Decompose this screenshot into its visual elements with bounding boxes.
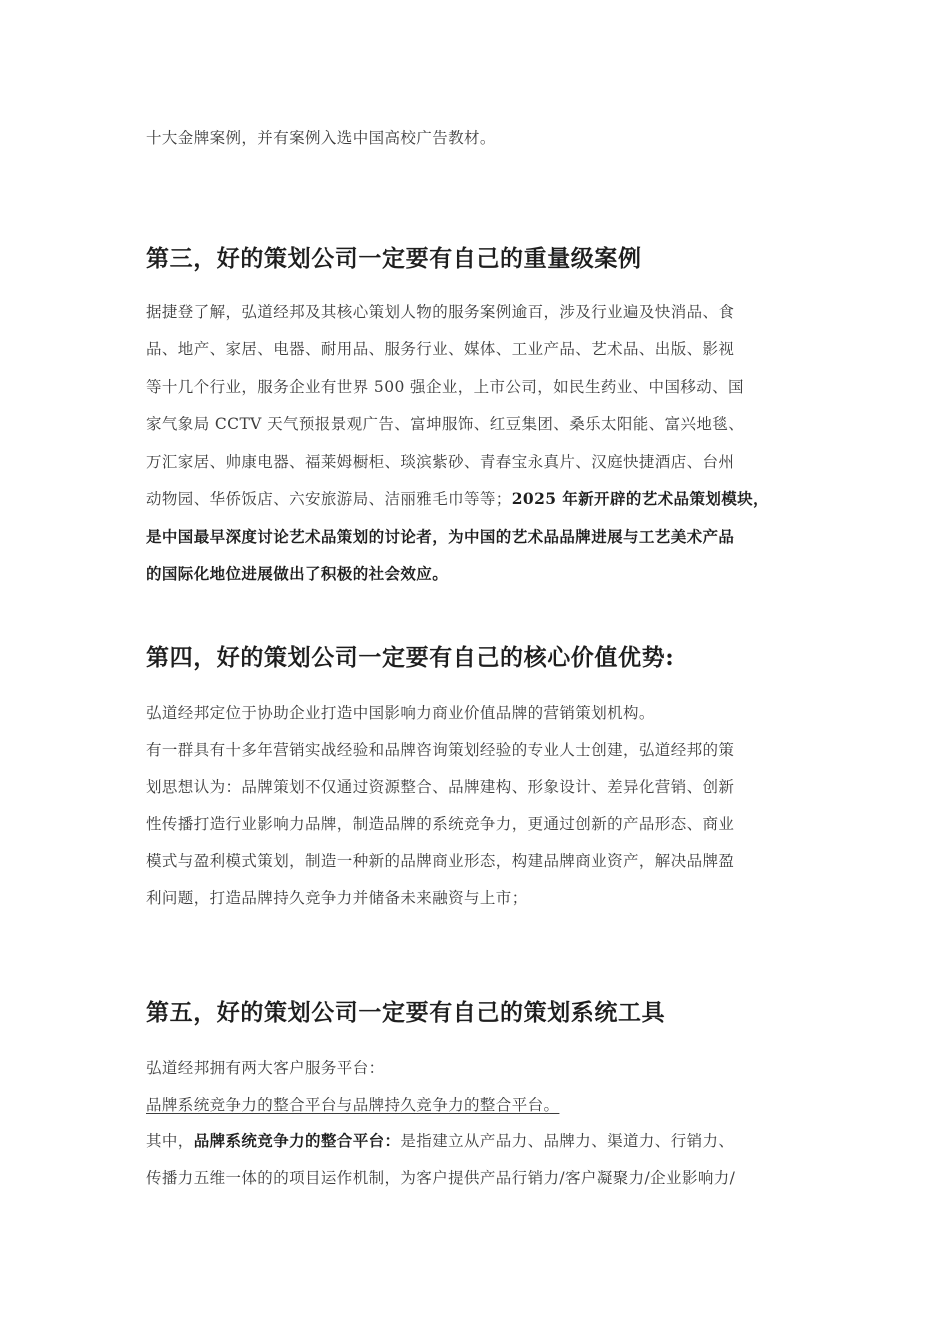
section5-line-bold-term: 品牌系统竞争力的整合平台：	[193, 1131, 401, 1150]
section3-line: 品、地产、家居、电器、耐用品、服务行业、媒体、工业产品、艺术品、出版、影视	[146, 340, 735, 358]
section3-line: 等十几个行业，服务企业有世界 500 强企业，上市公司，如民生药业、中国移动、国	[146, 378, 744, 396]
section5-line: 传播力五维一体的的项目运作机制，为客户提供产品行销力/客户凝聚力/企业影响力/	[146, 1169, 736, 1187]
section3-line: 家气象局 CCTV 天气预报景观广告、富坤服饰、红豆集团、桑乐太阳能、富兴地毯、	[146, 415, 745, 433]
section3-bold-line: 是中国最早深度讨论艺术品策划的讨论者，为中国的艺术品品牌进展与工艺美术产品	[146, 527, 735, 546]
section5-line-mixed	[146, 1131, 734, 1151]
section4-heading: 第四，好的策划公司一定要有自己的核心价值优势:	[146, 644, 675, 671]
section3-line-bold-part: 2025 年新开辟的艺术品策划模块，	[511, 489, 769, 508]
section4-line: 弘道经邦定位于协助企业打造中国影响力商业价值品牌的营销策划机构。	[146, 704, 655, 722]
section5-intro: 弘道经邦拥有两大客户服务平台：	[146, 1059, 385, 1077]
section3-line: 据捷登了解，弘道经邦及其核心策划人物的服务案例逾百，涉及行业遍及快消品、食	[146, 303, 735, 321]
section3-line-mixed	[146, 489, 769, 509]
section5-line-rest: 是指建立从产品力、品牌力、渠道力、行销力、	[400, 1132, 735, 1150]
section4-line: 划思想认为：品牌策划不仅通过资源整合、品牌建构、形象设计、差异化营销、创新	[146, 778, 735, 796]
section3-line-normal-part: 动物园、华侨饭店、六安旅游局、洁丽雅毛巾等等；	[146, 490, 512, 508]
section4-line: 模式与盈利模式策划，制造一种新的品牌商业形态，构建品牌商业资产，解决品牌盈	[146, 852, 735, 870]
section4-line: 利问题，打造品牌持久竞争力并储备未来融资与上市；	[146, 889, 528, 907]
section4-line: 有一群具有十多年营销实战经验和品牌咨询策划经验的专业人士创建，弘道经邦的策	[146, 741, 735, 759]
section3-bold-line: 的国际化地位进展做出了积极的社会效应。	[146, 564, 449, 583]
section4-line: 性传播打造行业影响力品牌，制造品牌的系统竞争力，更通过创新的产品形态、商业	[146, 815, 735, 833]
section2-tail-text: 十大金牌案例，并有案例入选中国高校广告教材。	[146, 129, 496, 147]
section3-line: 万汇家居、帅康电器、福莱姆橱柜、琰滨紫砂、青春宝永真片、汉庭快捷酒店、台州	[146, 453, 735, 471]
section5-line-prefix: 其中，	[146, 1132, 194, 1150]
section3-heading: 第三，好的策划公司一定要有自己的重量级案例	[146, 245, 642, 272]
section5-heading: 第五，好的策划公司一定要有自己的策划系统工具	[146, 999, 666, 1026]
section5-underlined-line: 品牌系统竞争力的整合平台与品牌持久竞争力的整合平台。	[146, 1096, 560, 1114]
